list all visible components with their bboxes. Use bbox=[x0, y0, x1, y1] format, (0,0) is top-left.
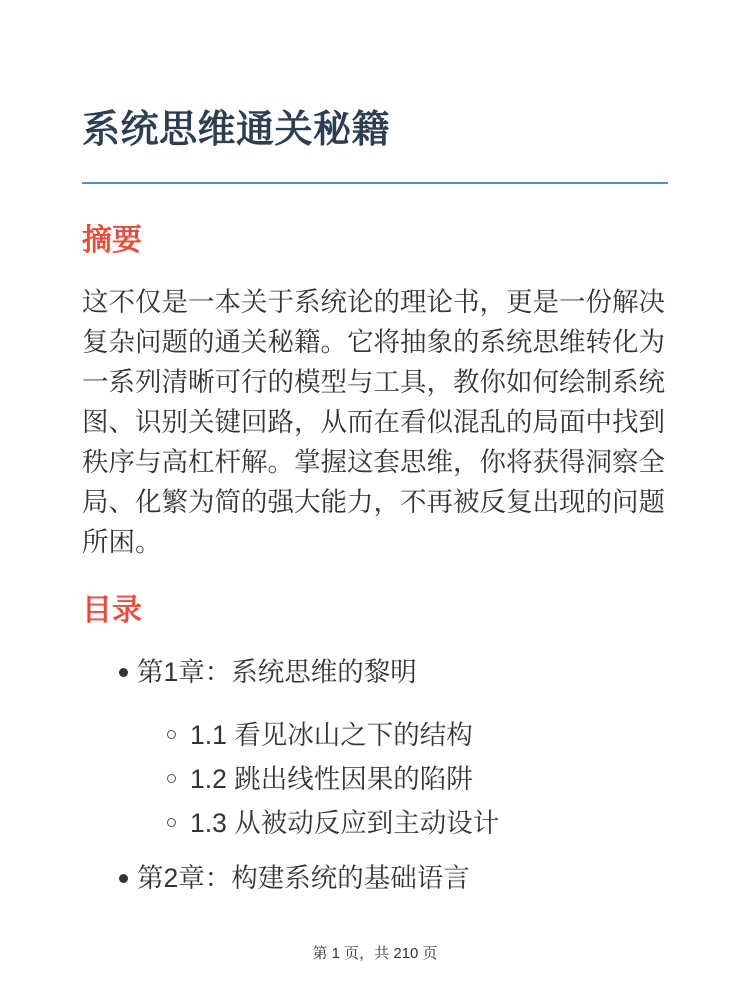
page-number-footer: 第 1 页，共 210 页 bbox=[312, 945, 438, 962]
bullet-circle-icon bbox=[167, 774, 176, 783]
toc-section-label: 1.2 跳出线性因果的陷阱 bbox=[190, 764, 473, 794]
abstract-paragraph: 这不仅是一本关于系统论的理论书，更是一份解决复杂问题的通关秘籍。它将抽象的系统思维转化为一系列清晰可行的模型与工具，教你如何绘制系统图、识别关键回路，从而在看似混乱的局面中找到秩序与高杠杆解。掌握这套思维，你将获得洞察全局、化繁为简的强大能力，不再被反复出现的问题所困。 bbox=[82, 287, 665, 557]
toc-chapter-1-sections bbox=[137, 715, 668, 843]
toc-heading: 目录 bbox=[82, 594, 142, 627]
bullet-circle-icon bbox=[167, 730, 176, 739]
toc-section-label: 1.1 看见冰山之下的结构 bbox=[190, 720, 473, 750]
toc-section-1-3 bbox=[137, 803, 668, 843]
bullet-disc-icon bbox=[119, 874, 128, 883]
toc-list bbox=[82, 652, 668, 898]
toc-chapter-label: 第1章：系统思维的黎明 bbox=[137, 657, 417, 687]
bullet-circle-icon bbox=[167, 818, 176, 827]
toc-chapter-2 bbox=[82, 858, 668, 898]
toc-section-1-1 bbox=[137, 715, 668, 755]
toc-section-label: 1.3 从被动反应到主动设计 bbox=[190, 808, 500, 838]
bullet-disc-icon bbox=[119, 668, 128, 677]
page-title: 系统思维通关秘籍 bbox=[82, 109, 391, 151]
toc-chapter-1 bbox=[82, 652, 668, 843]
toc-section-1-2 bbox=[137, 759, 668, 799]
abstract-heading: 摘要 bbox=[82, 224, 142, 257]
toc-chapter-label: 第2章：构建系统的基础语言 bbox=[137, 863, 470, 893]
title-divider bbox=[82, 182, 668, 184]
